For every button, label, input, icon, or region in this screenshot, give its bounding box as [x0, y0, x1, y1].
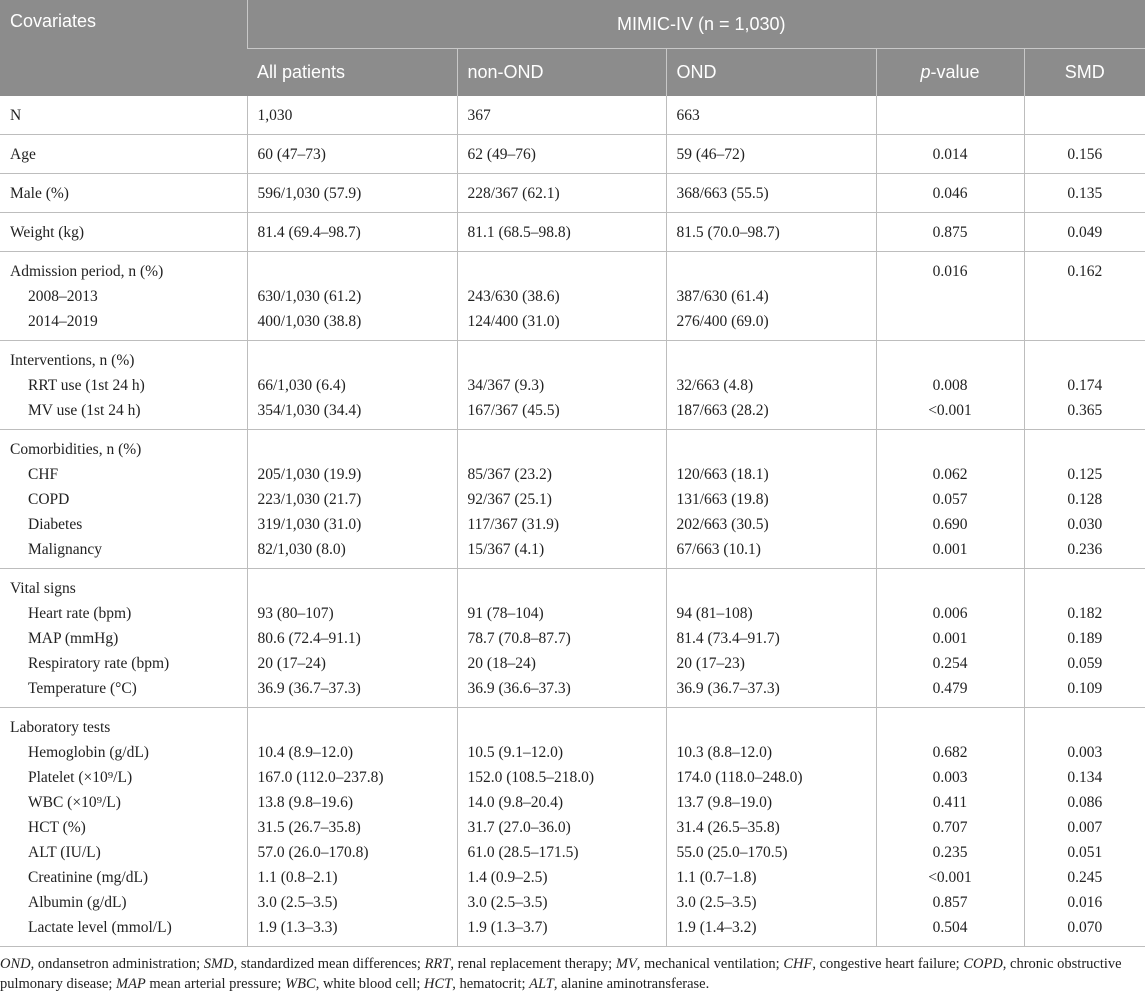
- cell-value: 81.4 (69.4–98.7): [258, 220, 457, 245]
- cell-value: 36.9 (36.7–37.3): [677, 676, 876, 701]
- cell-value: 223/1,030 (21.7): [258, 487, 457, 512]
- smd-cell: [1024, 341, 1145, 430]
- cell-value: [468, 437, 666, 462]
- cell-value: 0.162: [1025, 259, 1145, 284]
- cell-value: 0.857: [877, 890, 1024, 915]
- cell-value: 61.0 (28.5–171.5): [468, 840, 666, 865]
- non-ond-cell: [457, 569, 666, 708]
- row-label: Lactate level (mmol/L): [10, 915, 247, 940]
- header-p-rest: -value: [930, 62, 979, 82]
- covariate-label: [0, 213, 247, 252]
- row-label: Male (%): [10, 181, 247, 206]
- row-label: CHF: [10, 462, 247, 487]
- cell-value: 630/1,030 (61.2): [258, 284, 457, 309]
- cell-value: 596/1,030 (57.9): [258, 181, 457, 206]
- covariate-label: [0, 174, 247, 213]
- table-row-group: [0, 135, 1145, 174]
- table-row-group: [0, 174, 1145, 213]
- cell-value: 60 (47–73): [258, 142, 457, 167]
- row-label: Heart rate (bpm): [10, 601, 247, 626]
- cell-value: [877, 348, 1024, 373]
- footnote-text: , white blood cell;: [316, 976, 424, 992]
- smd-cell: [1024, 569, 1145, 708]
- header-smd: SMD: [1024, 49, 1145, 97]
- non-ond-cell: [457, 96, 666, 135]
- cell-value: 0.707: [877, 815, 1024, 840]
- footnote-text: , alanine aminotransferase.: [554, 976, 709, 992]
- cell-value: 31.7 (27.0–36.0): [468, 815, 666, 840]
- cell-value: 205/1,030 (19.9): [258, 462, 457, 487]
- p-value-cell: [876, 252, 1024, 341]
- cell-value: 15/367 (4.1): [468, 537, 666, 562]
- row-label: Diabetes: [10, 512, 247, 537]
- p-value-cell: [876, 341, 1024, 430]
- cell-value: 0.109: [1025, 676, 1145, 701]
- footnote-abbrev: WBC: [285, 976, 316, 992]
- table-row-group: [0, 96, 1145, 135]
- header-p-italic: p: [920, 62, 930, 82]
- cell-value: 387/630 (61.4): [677, 284, 876, 309]
- header-group-title: MIMIC-IV (n = 1,030): [247, 0, 1145, 49]
- cell-value: <0.001: [877, 398, 1024, 423]
- cell-value: 0.128: [1025, 487, 1145, 512]
- p-value-cell: [876, 569, 1024, 708]
- row-label: Respiratory rate (bpm): [10, 651, 247, 676]
- cell-value: [468, 576, 666, 601]
- row-label: Laboratory tests: [10, 715, 247, 740]
- cell-value: 10.4 (8.9–12.0): [258, 740, 457, 765]
- cell-value: [468, 348, 666, 373]
- row-label: ALT (IU/L): [10, 840, 247, 865]
- cell-value: 1.9 (1.4–3.2): [677, 915, 876, 940]
- header-covariates: Covariates: [0, 0, 247, 96]
- cell-value: 57.0 (26.0–170.8): [258, 840, 457, 865]
- cell-value: [877, 103, 1024, 128]
- cell-value: 319/1,030 (31.0): [258, 512, 457, 537]
- cell-value: 0.875: [877, 220, 1024, 245]
- cell-value: 0.003: [1025, 740, 1145, 765]
- cell-value: 62 (49–76): [468, 142, 666, 167]
- cell-value: [677, 348, 876, 373]
- cell-value: 167/367 (45.5): [468, 398, 666, 423]
- cell-value: 3.0 (2.5–3.5): [468, 890, 666, 915]
- cell-value: [677, 576, 876, 601]
- cell-value: 3.0 (2.5–3.5): [677, 890, 876, 915]
- cell-value: 243/630 (38.6): [468, 284, 666, 309]
- cell-value: 0.051: [1025, 840, 1145, 865]
- cell-value: <0.001: [877, 865, 1024, 890]
- cell-value: [677, 259, 876, 284]
- smd-cell: [1024, 96, 1145, 135]
- table-row-group: [0, 341, 1145, 430]
- header-p-value: [876, 49, 1024, 97]
- cell-value: [258, 715, 457, 740]
- covariate-label: [0, 135, 247, 174]
- footnote-abbrev: HCT: [424, 976, 452, 992]
- smd-cell: [1024, 252, 1145, 341]
- row-label: Malignancy: [10, 537, 247, 562]
- cell-value: 81.5 (70.0–98.7): [677, 220, 876, 245]
- ond-cell: [666, 96, 876, 135]
- non-ond-cell: [457, 708, 666, 947]
- row-label: Admission period, n (%): [10, 259, 247, 284]
- cell-value: 36.9 (36.6–37.3): [468, 676, 666, 701]
- row-label: HCT (%): [10, 815, 247, 840]
- cell-value: 0.682: [877, 740, 1024, 765]
- smd-cell: [1024, 174, 1145, 213]
- cell-value: 20 (17–23): [677, 651, 876, 676]
- footnote-abbrev: CHF: [783, 956, 812, 972]
- cell-value: 0.062: [877, 462, 1024, 487]
- footnote-text: mean arterial pressure;: [146, 976, 285, 992]
- cell-value: 66/1,030 (6.4): [258, 373, 457, 398]
- cell-value: 34/367 (9.3): [468, 373, 666, 398]
- ond-cell: [666, 341, 876, 430]
- cell-value: [468, 715, 666, 740]
- cell-value: [1025, 576, 1145, 601]
- row-label: COPD: [10, 487, 247, 512]
- table-row-group: [0, 569, 1145, 708]
- cell-value: 0.156: [1025, 142, 1145, 167]
- cell-value: 85/367 (23.2): [468, 462, 666, 487]
- table-footnote: [0, 954, 1140, 994]
- cell-value: 94 (81–108): [677, 601, 876, 626]
- cell-value: 91 (78–104): [468, 601, 666, 626]
- cell-value: [877, 715, 1024, 740]
- cell-value: 82/1,030 (8.0): [258, 537, 457, 562]
- cell-value: 14.0 (9.8–20.4): [468, 790, 666, 815]
- cell-value: 120/663 (18.1): [677, 462, 876, 487]
- cell-value: 131/663 (19.8): [677, 487, 876, 512]
- p-value-cell: [876, 135, 1024, 174]
- row-label: RRT use (1st 24 h): [10, 373, 247, 398]
- cell-value: 0.001: [877, 537, 1024, 562]
- cell-value: 0.236: [1025, 537, 1145, 562]
- table-body: [0, 96, 1145, 947]
- cell-value: 367: [468, 103, 666, 128]
- cell-value: 20 (18–24): [468, 651, 666, 676]
- cell-value: 187/663 (28.2): [677, 398, 876, 423]
- cell-value: [677, 715, 876, 740]
- ond-cell: [666, 135, 876, 174]
- header-ond: OND: [666, 49, 876, 97]
- cell-value: 117/367 (31.9): [468, 512, 666, 537]
- cell-value: 167.0 (112.0–237.8): [258, 765, 457, 790]
- non-ond-cell: [457, 174, 666, 213]
- row-label: Hemoglobin (g/dL): [10, 740, 247, 765]
- cell-value: 0.254: [877, 651, 1024, 676]
- cell-value: 276/400 (69.0): [677, 309, 876, 334]
- cell-value: 3.0 (2.5–3.5): [258, 890, 457, 915]
- cell-value: 0.016: [877, 259, 1024, 284]
- cell-value: 0.059: [1025, 651, 1145, 676]
- cell-value: 31.5 (26.7–35.8): [258, 815, 457, 840]
- footnote-text: , chronic obstructive pulmonary disease;: [0, 956, 1122, 992]
- row-label: 2008–2013: [10, 284, 247, 309]
- cell-value: [1025, 103, 1145, 128]
- all-patients-cell: [247, 174, 457, 213]
- row-label: Vital signs: [10, 576, 247, 601]
- footnote-text: , congestive heart failure;: [812, 956, 963, 972]
- cell-value: 1,030: [258, 103, 457, 128]
- cell-value: 0.049: [1025, 220, 1145, 245]
- cell-value: 10.3 (8.8–12.0): [677, 740, 876, 765]
- cell-value: 202/663 (30.5): [677, 512, 876, 537]
- all-patients-cell: [247, 213, 457, 252]
- ond-cell: [666, 708, 876, 947]
- header-all-patients: All patients: [247, 49, 457, 97]
- all-patients-cell: [247, 252, 457, 341]
- cell-value: 0.014: [877, 142, 1024, 167]
- cell-value: [877, 284, 1024, 309]
- cell-value: 0.174: [1025, 373, 1145, 398]
- cell-value: 400/1,030 (38.8): [258, 309, 457, 334]
- cell-value: 368/663 (55.5): [677, 181, 876, 206]
- ond-cell: [666, 569, 876, 708]
- non-ond-cell: [457, 430, 666, 569]
- ond-cell: [666, 252, 876, 341]
- table-row-group: [0, 708, 1145, 947]
- cell-value: 0.008: [877, 373, 1024, 398]
- all-patients-cell: [247, 708, 457, 947]
- footnote-text: , hematocrit;: [452, 976, 529, 992]
- cell-value: 152.0 (108.5–218.0): [468, 765, 666, 790]
- cell-value: 80.6 (72.4–91.1): [258, 626, 457, 651]
- header-non-ond: non-OND: [457, 49, 666, 97]
- ond-cell: [666, 174, 876, 213]
- footnote-abbrev: SMD: [204, 956, 234, 972]
- cell-value: 1.4 (0.9–2.5): [468, 865, 666, 890]
- footnote-abbrev: RRT: [425, 956, 451, 972]
- footnote-text: , ondansetron administration;: [31, 956, 204, 972]
- p-value-cell: [876, 96, 1024, 135]
- cell-value: 13.7 (9.8–19.0): [677, 790, 876, 815]
- cell-value: [1025, 284, 1145, 309]
- cell-value: 59 (46–72): [677, 142, 876, 167]
- cell-value: 0.134: [1025, 765, 1145, 790]
- cell-value: 0.125: [1025, 462, 1145, 487]
- footnote-text: , mechanical ventilation;: [637, 956, 784, 972]
- cell-value: 0.001: [877, 626, 1024, 651]
- covariate-label: [0, 569, 247, 708]
- row-label: MV use (1st 24 h): [10, 398, 247, 423]
- cell-value: [1025, 437, 1145, 462]
- cell-value: 81.1 (68.5–98.8): [468, 220, 666, 245]
- cell-value: 1.1 (0.8–2.1): [258, 865, 457, 890]
- ond-cell: [666, 213, 876, 252]
- row-label: N: [10, 103, 247, 128]
- cell-value: 0.007: [1025, 815, 1145, 840]
- covariate-label: [0, 708, 247, 947]
- p-value-cell: [876, 708, 1024, 947]
- cell-value: [677, 437, 876, 462]
- row-label: Creatinine (mg/dL): [10, 865, 247, 890]
- cell-value: 1.9 (1.3–3.7): [468, 915, 666, 940]
- cell-value: 81.4 (73.4–91.7): [677, 626, 876, 651]
- footnote-abbrev: OND: [0, 956, 31, 972]
- cell-value: 0.006: [877, 601, 1024, 626]
- table-header: [0, 0, 1145, 96]
- ond-cell: [666, 430, 876, 569]
- covariate-label: [0, 341, 247, 430]
- cell-value: 228/367 (62.1): [468, 181, 666, 206]
- footnote-text: , standardized mean differences;: [234, 956, 425, 972]
- row-label: Platelet (×10⁹/L): [10, 765, 247, 790]
- cell-value: 93 (80–107): [258, 601, 457, 626]
- table-row-group: [0, 430, 1145, 569]
- smd-cell: [1024, 430, 1145, 569]
- cell-value: 0.411: [877, 790, 1024, 815]
- cell-value: 0.086: [1025, 790, 1145, 815]
- row-label: Temperature (°C): [10, 676, 247, 701]
- all-patients-cell: [247, 341, 457, 430]
- cell-value: 174.0 (118.0–248.0): [677, 765, 876, 790]
- cell-value: [258, 437, 457, 462]
- cell-value: 354/1,030 (34.4): [258, 398, 457, 423]
- cell-value: 32/663 (4.8): [677, 373, 876, 398]
- all-patients-cell: [247, 430, 457, 569]
- footnote-text: , renal replacement therapy;: [450, 956, 615, 972]
- cell-value: 13.8 (9.8–19.6): [258, 790, 457, 815]
- cell-value: 10.5 (9.1–12.0): [468, 740, 666, 765]
- table-row-group: [0, 252, 1145, 341]
- cell-value: 124/400 (31.0): [468, 309, 666, 334]
- cell-value: 1.1 (0.7–1.8): [677, 865, 876, 890]
- cell-value: 0.003: [877, 765, 1024, 790]
- row-label: MAP (mmHg): [10, 626, 247, 651]
- cell-value: 0.030: [1025, 512, 1145, 537]
- cell-value: 0.057: [877, 487, 1024, 512]
- covariate-label: [0, 430, 247, 569]
- table-row-group: [0, 213, 1145, 252]
- cell-value: [877, 576, 1024, 601]
- cell-value: [468, 259, 666, 284]
- row-label: WBC (×10⁹/L): [10, 790, 247, 815]
- smd-cell: [1024, 213, 1145, 252]
- all-patients-cell: [247, 569, 457, 708]
- p-value-cell: [876, 174, 1024, 213]
- cell-value: 55.0 (25.0–170.5): [677, 840, 876, 865]
- cell-value: 0.016: [1025, 890, 1145, 915]
- cell-value: 92/367 (25.1): [468, 487, 666, 512]
- non-ond-cell: [457, 213, 666, 252]
- p-value-cell: [876, 430, 1024, 569]
- cell-value: [258, 348, 457, 373]
- cell-value: [258, 576, 457, 601]
- row-label: Interventions, n (%): [10, 348, 247, 373]
- footnote-abbrev: COPD: [963, 956, 1002, 972]
- p-value-cell: [876, 213, 1024, 252]
- cell-value: [1025, 348, 1145, 373]
- covariate-label: [0, 96, 247, 135]
- footnote-abbrev: MV: [616, 956, 637, 972]
- row-label: Weight (kg): [10, 220, 247, 245]
- cell-value: 78.7 (70.8–87.7): [468, 626, 666, 651]
- cell-value: 0.479: [877, 676, 1024, 701]
- cell-value: [877, 437, 1024, 462]
- cell-value: 0.245: [1025, 865, 1145, 890]
- row-label: Age: [10, 142, 247, 167]
- cell-value: 0.046: [877, 181, 1024, 206]
- non-ond-cell: [457, 252, 666, 341]
- cell-value: [1025, 715, 1145, 740]
- row-label: Albumin (g/dL): [10, 890, 247, 915]
- cell-value: 20 (17–24): [258, 651, 457, 676]
- cell-value: 1.9 (1.3–3.3): [258, 915, 457, 940]
- cell-value: 0.235: [877, 840, 1024, 865]
- row-label: 2014–2019: [10, 309, 247, 334]
- cell-value: [258, 259, 457, 284]
- cell-value: 663: [677, 103, 876, 128]
- all-patients-cell: [247, 96, 457, 135]
- cell-value: 0.504: [877, 915, 1024, 940]
- all-patients-cell: [247, 135, 457, 174]
- footnote-abbrev: ALT: [529, 976, 554, 992]
- cell-value: 36.9 (36.7–37.3): [258, 676, 457, 701]
- non-ond-cell: [457, 341, 666, 430]
- covariate-label: [0, 252, 247, 341]
- cell-value: 0.182: [1025, 601, 1145, 626]
- cell-value: 0.690: [877, 512, 1024, 537]
- row-label: Comorbidities, n (%): [10, 437, 247, 462]
- cell-value: 0.365: [1025, 398, 1145, 423]
- cell-value: 31.4 (26.5–35.8): [677, 815, 876, 840]
- smd-cell: [1024, 135, 1145, 174]
- cell-value: [877, 309, 1024, 334]
- cell-value: [1025, 309, 1145, 334]
- cell-value: 0.135: [1025, 181, 1145, 206]
- smd-cell: [1024, 708, 1145, 947]
- cell-value: 67/663 (10.1): [677, 537, 876, 562]
- cell-value: 0.189: [1025, 626, 1145, 651]
- footnote-abbrev: MAP: [116, 976, 146, 992]
- non-ond-cell: [457, 135, 666, 174]
- cell-value: 0.070: [1025, 915, 1145, 940]
